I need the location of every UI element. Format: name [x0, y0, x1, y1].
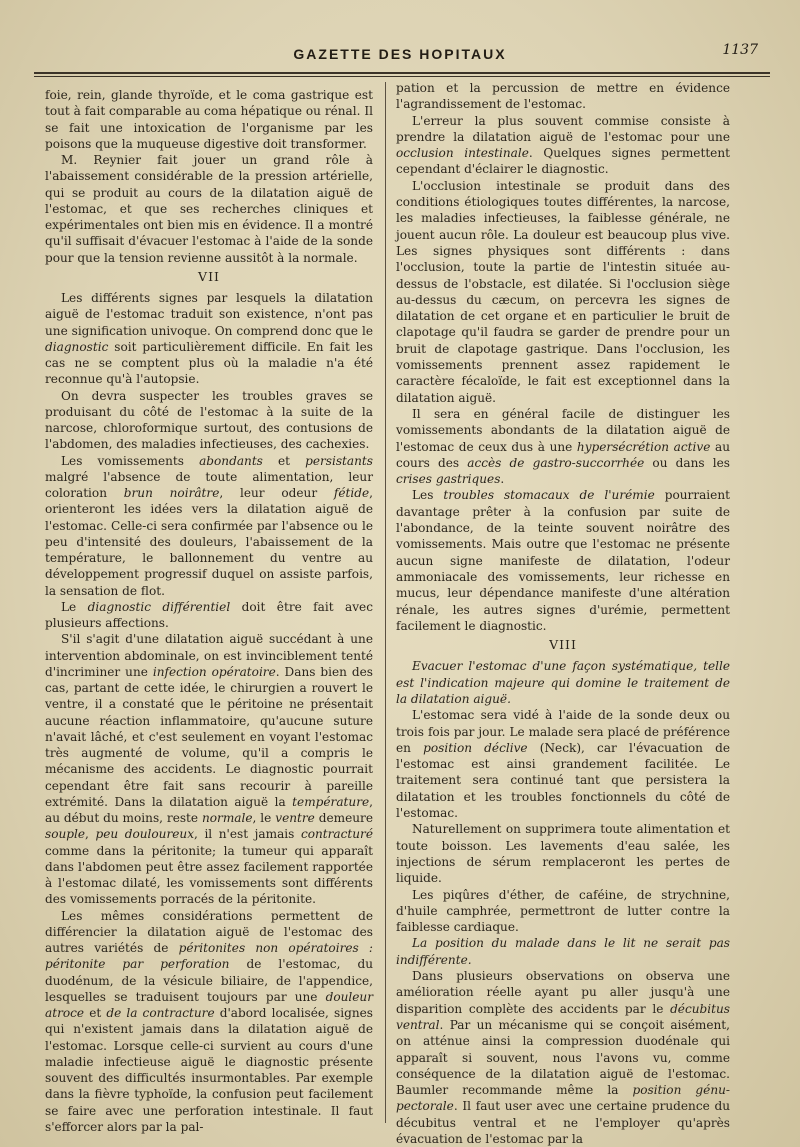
paragraph: L'erreur la plus souvent commise consiste à prendre la dilatation aiguë de l'estomac pour une occlusion intestinale. Quelques signes permettent cependant d'éclairer le diagnostic. — [396, 113, 730, 177]
page-number: 1137 — [722, 42, 758, 58]
paragraph: foie, rein, glande thyroïde, et le coma gastrique est tout à fait comparable au coma hépatique ou rénal. Il se fait une intoxication de l'organisme par les poisons que la muqueuse digestive doit transformer. — [45, 88, 373, 151]
journal-title: GAZETTE DES HOPITAUX — [293, 46, 507, 62]
paragraph: S'il s'agit d'une dilatation aiguë succédant à une intervention abdominale, on est invinciblement tenté d'incriminer une infection opératoire. Dans bien des cas, partant de cette idée, le chirurgien a rouvert le ventre, il a constaté que le péritoine ne présentait aucune réaction inflammatoire, qu'aucune suture n'avait lâché, et c'est seulement en voyant l'estomac très augmenté de volume, qu'il a compris le mécanisme des accidents. Le diagnostic pourrait cependant être fait sans recourir à pareille extrémité. Dans la dilatation aiguë la température, au début du moins, reste normale, le ventre demeure souple, peu douloureux, il n'est jamais contracturé comme dans la péritonite; la tumeur qui apparaît dans l'abdomen peut être assez facilement rapportée à l'estomac dilaté, les vomissements sont différents des vomissements porracés de la péritonite. — [45, 632, 373, 907]
left-column — [45, 87, 373, 1135]
paragraph: On devra suspecter les troubles graves se produisant du côté de l'estomac à la suite de la narcose, chloroformique surtout, des contusions de l'abdomen, des maladies infectieuses, des cachexies. — [45, 388, 373, 452]
paragraph: Naturellement on supprimera toute alimentation et toute boisson. Les lavements d'eau salée, les injections de sérum remplaceront les pertes de liquide. — [396, 822, 730, 886]
paragraph: Evacuer l'estomac d'une façon systématique, telle est l'indication majeure qui domine le traitement de la dilatation aiguë. — [396, 659, 730, 706]
paragraph: Les troubles stomacaux de l'urémie pourraient davantage prêter à la confusion par suite de l'abondance, de la teinte souvent noirâtre des vomissements. Mais outre que l'estomac ne présente aucun signe manifeste de dilatation, l'odeur ammoniacale des vomissements, leur richesse en mucus, leur dépendance manifeste d'une altération rénale, les autres signes d'urémie, permettent facilement le diagnostic. — [396, 488, 730, 633]
header-rule-thin — [34, 76, 770, 77]
paragraph: M. Reynier fait jouer un grand rôle à l'abaissement considérable de la pression artérielle, qui se produit au cours de la dilatation aiguë de l'estomac, et que ses recherches cliniques et expérimentales ont bien mis en évidence. Il a montré qu'il suffisait d'évacuer l'estomac à l'aide de la sonde pour que la tension revienne aussitôt à la normale. — [45, 153, 373, 265]
right-column — [396, 80, 730, 1147]
paragraph: Les différents signes par lesquels la dilatation aiguë de l'estomac traduit son existence, n'ont pas une signification univoque. On comprend donc que le diagnostic soit particulièrement difficile. En fait les cas ne se comptent plus où la maladie n'a été reconnue qu'à l'autopsie. — [45, 291, 373, 387]
paragraph: L'estomac sera vidé à l'aide de la sonde deux ou trois fois par jour. Le malade sera placé de préférence en position déclive (Neck), car l'évacuation de l'estomac est ainsi grandement facilitée. Le traitement sera continué tant que persistera la dilatation et les troubles fonctionnels du côté de l'estomac. — [396, 708, 731, 821]
paragraph: Les vomissements abondants et persistants malgré l'absence de toute alimentation, leur coloration brun noirâtre, leur odeur fétide, orienteront les idées vers la dilatation aiguë de l'estomac. Celle-ci sera confirmée par l'absence ou le peu d'intensité des douleurs, l'abaissement de la température, le ballonnement du ventre au développement progressif duquel on assiste parfois, la sensation de flot. — [45, 453, 373, 598]
paragraph: Dans plusieurs observations on observa une amélioration réelle ayant pu aller jusqu'à une disparition complète des accidents par le décubitus ventral. Par un mécanisme qui se conçoit aisément, on atténue ainsi la compression duodénale qui apparaît si souvent, nous l'avons vu, comme conséquence de la dilatation aiguë de l'estomac. Baumler recommande même la position génu-pectorale. Il faut user avec une certaine prudence du décubitus ventral et ne l'employer qu'après évacuation de l'estomac par la — [396, 969, 730, 1146]
paragraph: Il sera en général facile de distinguer les vomissements abondants de la dilatation aiguë de l'estomac de ceux dus à une hypersécrétion active au cours des accès de gastro-succorrhée ou dans les crises gastriques. — [396, 406, 730, 487]
paragraph: pation et la percussion de mettre en évidence l'agrandissement de l'estomac. — [396, 81, 730, 112]
paragraph: Le diagnostic différentiel doit être fait avec plusieurs affections. — [45, 599, 373, 630]
column-divider — [385, 82, 386, 1123]
paragraph: Les piqûres d'éther, de caféine, de strychnine, d'huile camphrée, permettront de lutter contre la faiblesse cardiaque. — [396, 887, 730, 935]
header-rule — [34, 72, 770, 74]
paragraph: L'occlusion intestinale se produit dans des conditions étiologiques toutes différentes, la narcose, les maladies infectieuses, la faiblesse générale, ne jouent aucun rôle. La douleur est beaucoup plus vive. Les signes physiques sont différents : dans l'occlusion, toute la partie de l'intestin située au-dessus de l'obstacle, est dilatée. Si l'occlusion siège au-dessus du cæcum, on percevra les signes de dilatation de cet organe et en particulier le bruit de clapotage qu'il faudra se garder de prendre pour un bruit de clapotage gastrique. Dans l'occlusion, les vomissements prennent assez rapidement le caractère fécaloïde, le fait est exceptionnel dans la dilatation aiguë. — [396, 178, 730, 405]
section-heading: VIII — [549, 637, 577, 653]
paragraph: La position du malade dans le lit ne serait pas indifférente. — [396, 936, 730, 967]
running-head — [32, 44, 768, 70]
section-heading: VII — [198, 268, 220, 284]
paragraph: Les mêmes considérations permettent de différencier la dilatation aiguë de l'estomac des autres variétés de péritonites non opératoires : péritonite par perforation de l'estomac, du duodénum, de la vésicule biliaire, de l'appendice, lesquelles se traduisent toujours par une douleur atroce et de la contracture d'abord localisée, signes qui n'existent jamais dans la dilatation aiguë de l'estomac. Lorsque celle-ci survient au cours d'une maladie infectieuse aiguë le diagnostic présente souvent des difficultés insurmontables. Par exemple dans la fièvre typhoïde, la confusion peut facilement se faire avec une perforation intestinale. Il faut s'efforcer alors par la pal- — [45, 908, 374, 1134]
